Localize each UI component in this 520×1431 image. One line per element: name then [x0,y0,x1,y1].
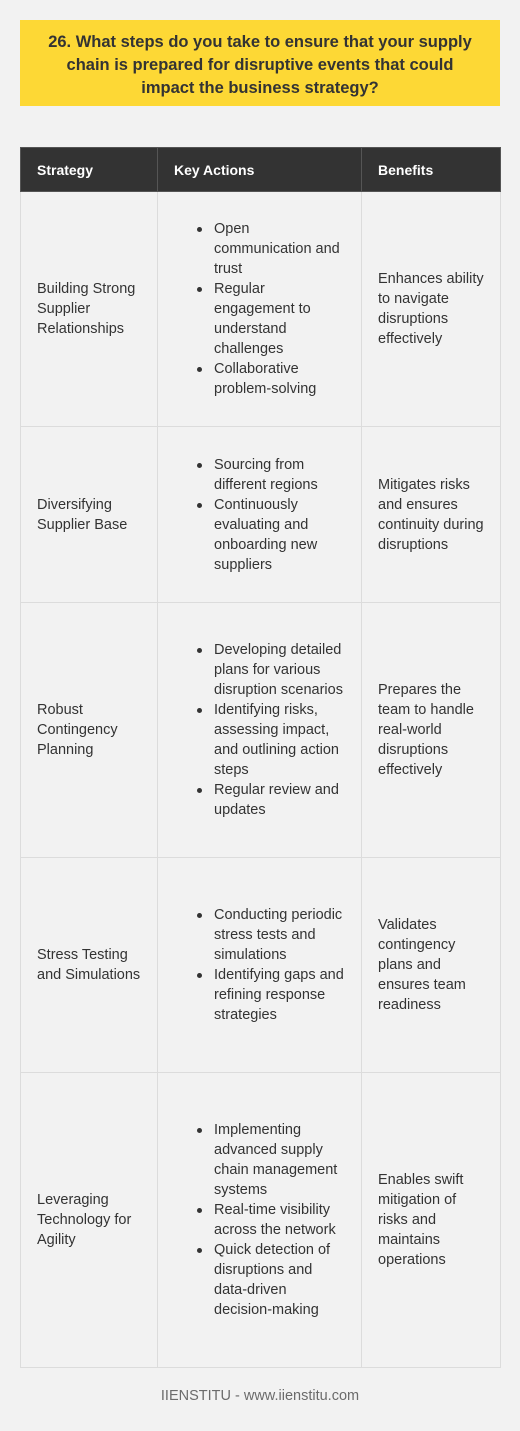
strategy-table [20,147,501,1368]
benefits-cell: Enables swift mitigation of risks and maintains operations [362,1073,501,1368]
question-title: 26. What steps do you take to ensure that your supply chain is prepared for disruptive events that could impact the business strategy? [20,20,500,106]
benefits-cell: Validates contingency plans and ensures team readiness [362,858,501,1073]
header-benefits: Benefits [362,148,501,192]
action-item: Quick detection of disruptions and data-driven decision-making [214,1240,345,1320]
action-item: Continuously evaluating and onboarding new suppliers [214,495,345,575]
table-row [21,858,501,1073]
table-row [21,1073,501,1368]
strategy-cell: Building Strong Supplier Relationships [21,192,158,427]
action-item: Implementing advanced supply chain management systems [214,1120,345,1200]
strategy-cell: Diversifying Supplier Base [21,427,158,603]
table-row [21,427,501,603]
table-row [21,603,501,858]
action-item: Developing detailed plans for various disruption scenarios [214,640,345,700]
actions-cell [158,603,362,858]
strategy-cell: Stress Testing and Simulations [21,858,158,1073]
action-item: Regular review and updates [214,780,345,820]
strategy-cell: Leveraging Technology for Agility [21,1073,158,1368]
action-item: Collaborative problem-solving [214,359,345,399]
action-item: Open communication and trust [214,219,345,279]
action-item: Identifying gaps and refining response strategies [214,967,344,1023]
action-item: Identifying risks, assessing impact, and outlining action steps [214,700,345,780]
actions-cell [158,427,362,603]
benefits-cell: Enhances ability to navigate disruptions effectively [362,192,501,427]
footer-credit: IIENSTITU - www.iienstitu.com [160,1388,360,1404]
action-item: Regular engagement to understand challenges [214,279,345,359]
table-row [21,192,501,427]
actions-cell [158,192,362,427]
strategy-cell: Robust Contingency Planning [21,603,158,858]
action-item: Conducting periodic stress tests and simulations [214,905,345,965]
action-item: Sourcing from different regions [214,455,345,495]
header-strategy: Strategy [21,148,158,192]
benefits-cell: Prepares the team to handle real-world disruptions effectively [362,603,501,858]
header-key-actions: Key Actions [158,148,362,192]
table-header-row [21,148,501,192]
actions-cell [158,1073,362,1368]
actions-cell [158,858,362,1073]
action-item: Real-time visibility across the network [214,1200,345,1240]
benefits-cell: Mitigates risks and ensures continuity during disruptions [362,427,501,603]
